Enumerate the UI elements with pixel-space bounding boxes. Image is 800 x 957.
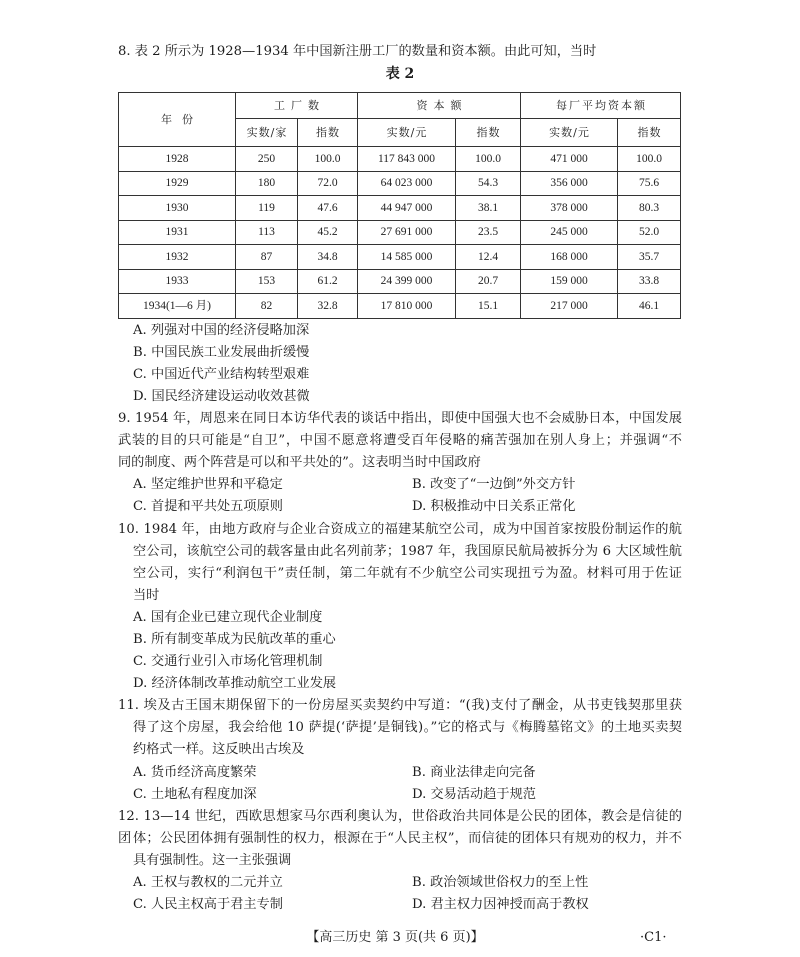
- cell-avg-capital-index: 35.7: [618, 245, 681, 270]
- option-d: D. 君主权力因神授而高于教权: [412, 897, 589, 913]
- cell-avg-capital-index: 80.3: [618, 196, 681, 221]
- cell-capital-index: 20.7: [456, 269, 521, 294]
- question-8: [118, 41, 682, 408]
- table-row: [119, 171, 681, 196]
- question-stem-line: 当时: [133, 587, 160, 603]
- cell-avg-capital: 159 000: [521, 269, 618, 294]
- header-capital: 资本额: [358, 93, 521, 119]
- question-stem-line: 武装的目的只可能是“自卫”，中国不愿意将遭受百年侵略的痛苦强加在别人身上；并强调“不: [118, 433, 682, 449]
- data-table: [118, 92, 681, 319]
- table-row: [119, 147, 681, 172]
- question-stem-line: 具有强制性。这一主张强调: [133, 852, 292, 868]
- exam-content: [118, 41, 682, 916]
- question-9: [118, 408, 682, 518]
- cell-capital-amount: 24 399 000: [358, 269, 456, 294]
- cell-capital-index: 15.1: [456, 294, 521, 319]
- question-12: [118, 806, 682, 916]
- cell-avg-capital-index: 100.0: [618, 147, 681, 172]
- question-stem-line: 空公司，该航空公司的载客量由此名列前茅；1987 年，我国原民航局被拆分为 6 大区域性航: [133, 543, 682, 559]
- cell-capital-amount: 64 023 000: [358, 171, 456, 196]
- table-caption: 表 2: [385, 66, 415, 83]
- cell-factory-count: 113: [236, 220, 298, 245]
- cell-capital-index: 100.0: [456, 147, 521, 172]
- option-row: [118, 894, 682, 916]
- table-row: [119, 196, 681, 221]
- cell-year: 1932: [119, 245, 236, 270]
- question-stem-line: 11. 埃及古王国末期保留下的一份房屋买卖契约中写道：“(我)支付了酬金，从书吏钱契那里获: [118, 698, 682, 714]
- cell-capital-amount: 17 810 000: [358, 294, 456, 319]
- question-stem-line: 8. 表 2 所示为 1928—1934 年中国新注册工厂的数量和资本额。由此可知，当时: [118, 44, 597, 59]
- question-stem-line: 10. 1984 年，由地方政府与企业合资成立的福建某航空公司，成为中国首家按股份制运作的航: [118, 521, 682, 537]
- option-row: [118, 784, 682, 806]
- question-stem-line: 体；公民团体拥有强制性的权力，根源在于“人民主权”，而信徒的团体只有规劝的权力，并不: [133, 830, 682, 846]
- option-b: B. 政治领域世俗权力的至上性: [412, 875, 589, 891]
- question-stem-line: 同的制度、两个阵营是可以和平共处的”。这表明当时中国政府: [118, 455, 481, 471]
- cell-capital-index: 54.3: [456, 171, 521, 196]
- subheader-avg-actual: 实数/元: [521, 119, 618, 147]
- cell-year: 1931: [119, 220, 236, 245]
- cell-factory-index: 45.2: [298, 220, 358, 245]
- option-row: [118, 762, 682, 784]
- option-c: C. 中国近代产业结构转型艰难: [133, 366, 310, 382]
- option-d: D. 积极推动中日关系正常化: [412, 499, 576, 515]
- table-header-row: [119, 93, 681, 119]
- table-row: [119, 245, 681, 270]
- option-a: A. 王权与教权的二元并立: [133, 875, 283, 891]
- option-a: A. 国有企业已建立现代企业制度: [133, 609, 323, 625]
- cell-capital-index: 23.5: [456, 220, 521, 245]
- cell-year: 1933: [119, 269, 236, 294]
- cell-capital-index: 38.1: [456, 196, 521, 221]
- header-avg-capital: 每厂平均资本额: [521, 93, 681, 119]
- cell-avg-capital: 245 000: [521, 220, 618, 245]
- option-c: C. 土地私有程度加深: [133, 786, 257, 802]
- paper-code: ·C1·: [640, 930, 667, 945]
- cell-capital-amount: 27 691 000: [358, 220, 456, 245]
- option-d: D. 国民经济建设运动收效甚微: [133, 388, 310, 404]
- cell-capital-index: 12.4: [456, 245, 521, 270]
- cell-factory-count: 180: [236, 171, 298, 196]
- question-11: [118, 695, 682, 805]
- cell-factory-count: 82: [236, 294, 298, 319]
- question-stem-line: 空公司，实行“利润包干”责任制，第二年就有不少航空公司实现扭亏为盈。材料可用于佐证: [133, 565, 682, 581]
- subheader-capital-actual: 实数/元: [358, 119, 456, 147]
- option-b: B. 商业法律走向完备: [412, 764, 536, 780]
- cell-factory-index: 47.6: [298, 196, 358, 221]
- option-a: A. 货币经济高度繁荣: [133, 764, 257, 780]
- option-row: [118, 872, 682, 894]
- option-b: B. 改变了“一边倒”外交方针: [412, 477, 576, 493]
- cell-year: 1934(1—6 月): [119, 294, 236, 319]
- subheader-factory-index: 指数: [298, 119, 358, 147]
- option-b: B. 中国民族工业发展曲折缓慢: [133, 344, 310, 360]
- option-a: A. 列强对中国的经济侵略加深: [133, 322, 310, 338]
- option-c: C. 首提和平共处五项原则: [133, 499, 283, 515]
- table-row: [119, 220, 681, 245]
- cell-avg-capital-index: 33.8: [618, 269, 681, 294]
- cell-avg-capital: 378 000: [521, 196, 618, 221]
- cell-year: 1930: [119, 196, 236, 221]
- cell-factory-index: 72.0: [298, 171, 358, 196]
- subheader-capital-index: 指数: [456, 119, 521, 147]
- header-year: 年份: [119, 93, 236, 147]
- cell-year: 1928: [119, 147, 236, 172]
- cell-avg-capital-index: 75.6: [618, 171, 681, 196]
- option-row: [118, 474, 682, 496]
- cell-year: 1929: [119, 171, 236, 196]
- option-a: A. 坚定维护世界和平稳定: [133, 477, 283, 493]
- option-d: D. 经济体制改革推动航空工业发展: [133, 676, 337, 692]
- cell-factory-count: 119: [236, 196, 298, 221]
- cell-avg-capital: 471 000: [521, 147, 618, 172]
- cell-factory-index: 100.0: [298, 147, 358, 172]
- cell-avg-capital: 356 000: [521, 171, 618, 196]
- subheader-avg-index: 指数: [618, 119, 681, 147]
- option-b: B. 所有制变革成为民航改革的重心: [133, 632, 336, 647]
- question-10: [118, 519, 682, 696]
- cell-capital-amount: 117 843 000: [358, 147, 456, 172]
- cell-avg-capital-index: 52.0: [618, 220, 681, 245]
- cell-avg-capital: 168 000: [521, 245, 618, 270]
- cell-factory-index: 32.8: [298, 294, 358, 319]
- cell-factory-index: 61.2: [298, 269, 358, 294]
- question-stem-line: 9. 1954 年，周恩来在同日本访华代表的谈话中指出，即使中国强大也不会威胁日本，中国发展: [118, 411, 682, 427]
- page-footer: 【高三历史 第 3 页(共 6 页)】: [306, 930, 484, 945]
- header-factory-count: 工厂数: [236, 93, 358, 119]
- cell-avg-capital-index: 46.1: [618, 294, 681, 319]
- cell-avg-capital: 217 000: [521, 294, 618, 319]
- cell-factory-index: 34.8: [298, 245, 358, 270]
- question-stem-line: 约格式一样。这反映出古埃及: [133, 742, 305, 758]
- option-row: [118, 496, 682, 518]
- subheader-factory-actual: 实数/家: [236, 119, 298, 147]
- question-stem-line: 12. 13—14 世纪，西欧思想家马尔西利奥认为，世俗政治共同体是公民的团体，教会是信徒的团: [118, 808, 682, 846]
- cell-capital-amount: 44 947 000: [358, 196, 456, 221]
- table-row: [119, 294, 681, 319]
- option-c: C. 交通行业引入市场化管理机制: [133, 654, 323, 670]
- option-d: D. 交易活动趋于规范: [412, 786, 536, 802]
- cell-factory-count: 153: [236, 269, 298, 294]
- cell-capital-amount: 14 585 000: [358, 245, 456, 270]
- cell-factory-count: 87: [236, 245, 298, 270]
- cell-factory-count: 250: [236, 147, 298, 172]
- table-row: [119, 269, 681, 294]
- question-stem-line: 得了这个房屋，我会给他 10 萨提(‘萨提’是铜钱)。”它的格式与《梅腾墓铭文》的土地买卖契: [133, 720, 682, 736]
- option-c: C. 人民主权高于君主专制: [133, 897, 283, 913]
